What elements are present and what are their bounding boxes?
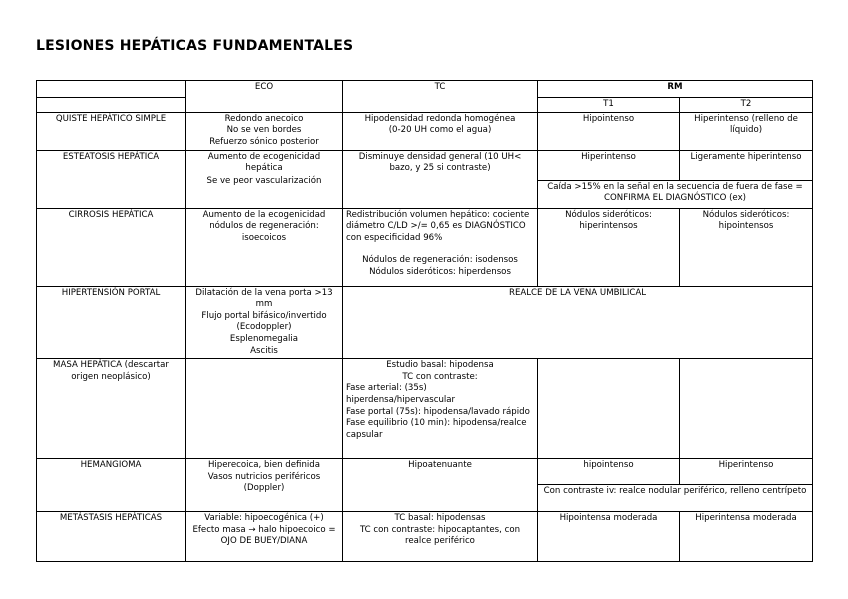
cell-t2: Hiperintenso (relleno de líquido) (680, 112, 813, 150)
tc-line: Hipodensidad redonda homogénea (364, 113, 516, 124)
header-eco: ECO (186, 81, 343, 113)
header-t2: T2 (680, 98, 813, 113)
row-hipertension (37, 286, 813, 359)
row-label: CIRROSIS HEPÁTICA (37, 208, 186, 286)
header-empty-cell (37, 81, 186, 98)
eco-line: Se ve peor vascularización (206, 175, 322, 186)
row-esteatosis (37, 150, 813, 180)
tc-phase: Fase equilibrio (10 min): hipodensa/realce capsular (346, 418, 527, 440)
row-label: QUISTE HEPÁTICO SIMPLE (37, 112, 186, 150)
row-cirrosis (37, 208, 813, 286)
tc-line: Redistribución volumen hepático: cociente diámetro C/LD >/= 0,65 es DIAGNÓSTICO con especificidad 96% (346, 209, 530, 243)
eco-line: Redondo anecoico (224, 113, 304, 124)
row-masa (37, 359, 813, 459)
page-title: LESIONES HEPÁTICAS FUNDAMENTALES (36, 38, 354, 54)
cell-t1: Nódulos sideróticos: hiperintensos (538, 208, 680, 286)
eco-line: Variable: hipoecogénica (+) (204, 513, 324, 524)
tc-phase: Fase portal (75s): hipodensa/lavado rápido (346, 406, 530, 417)
header-row (37, 81, 813, 98)
cell-t1: Hipointenso (538, 112, 680, 150)
eco-line: Aumento de ecogenicidad hepática (207, 151, 321, 174)
cell-eco (186, 150, 343, 208)
cell-eco (186, 112, 343, 150)
row-metastasis (37, 512, 813, 562)
tc-line: Nódulos de regeneración: isodensos (362, 255, 518, 266)
lesions-table (36, 80, 813, 562)
cell-t1: Hipointensa moderada (538, 512, 680, 562)
tc-phase: Fase arterial: (35s) hiperdensa/hipervascular (346, 383, 456, 405)
tc-line: Nódulos sideróticos: hiperdensos (369, 266, 511, 277)
header-t1: T1 (538, 98, 680, 113)
cell-t2-empty (680, 359, 813, 459)
eco-line: Hiperecoica, bien definida (207, 460, 321, 471)
cell-rm-note: Con contraste iv: realce nodular periférico, relleno centrípeto (538, 485, 813, 512)
cell-eco (186, 459, 343, 512)
cell-tc (343, 359, 538, 459)
cell-tc: Hipoatenuante (343, 459, 538, 512)
tc-line: TC con contraste: (402, 371, 478, 382)
tc-line: (0-20 UH como el agua) (388, 125, 492, 136)
cell-tc (343, 512, 538, 562)
cell-eco: Aumento de la ecogenicidad nódulos de regeneración: isoecoicos (186, 208, 343, 286)
cell-merged-finding: REALCE DE LA VENA UMBILICAL (343, 286, 813, 359)
row-label: HEMANGIOMA (37, 459, 186, 512)
cell-t2: Hiperintensa moderada (680, 512, 813, 562)
row-label: MASA HEPÁTICA (descartar origen neoplásico) (37, 359, 186, 459)
eco-line: Ascitis (250, 345, 278, 356)
cell-tc (343, 112, 538, 150)
cell-t1: Hiperintenso (538, 150, 680, 180)
eco-line: Efecto masa → halo hipoecoico = OJO DE BUEY/DIANA (192, 524, 336, 547)
cell-t1-empty (538, 359, 680, 459)
cell-eco-empty (186, 359, 343, 459)
row-hemangioma (37, 459, 813, 485)
cell-tc (343, 208, 538, 286)
eco-line: Refuerzo sónico posterior (209, 136, 319, 147)
row-label: HIPERTENSIÓN PORTAL (37, 286, 186, 359)
row-label: ESTEATOSIS HEPÁTICA (37, 150, 186, 208)
cell-t2: Ligeramente hiperintenso (680, 150, 813, 180)
tc-line: TC basal: hipodensas (394, 513, 486, 524)
cell-t2: Nódulos sideróticos: hipointensos (680, 208, 813, 286)
tc-line: TC con contraste: hipocaptantes, con realce periférico (359, 524, 521, 547)
eco-line: Flujo portal bifásico/invertido (Ecodoppler) (201, 310, 327, 333)
tc-line: Estudio basal: hipodensa (386, 360, 494, 371)
row-label: METÁSTASIS HEPÁTICAS (37, 512, 186, 562)
cell-t2: Hiperintenso (680, 459, 813, 485)
eco-line: No se ven bordes (226, 125, 302, 136)
cell-eco (186, 286, 343, 359)
header-rm: RM (538, 81, 813, 98)
cell-rm-note: Caída >15% en la señal en la secuencia de fuera de fase = CONFIRMA EL DIAGNÓSTICO (ex) (538, 180, 813, 208)
cell-eco (186, 512, 343, 562)
eco-line: Dilatación de la vena porta >13 mm (195, 287, 333, 310)
row-quiste (37, 112, 813, 150)
header-tc: TC (343, 81, 538, 113)
header-empty-cell (37, 98, 186, 113)
eco-line: Esplenomegalia (229, 333, 299, 344)
cell-tc: Disminuye densidad general (10 UH< bazo, y 25 si contraste) (343, 150, 538, 208)
eco-line: Vasos nutricios periféricos (Doppler) (207, 471, 321, 494)
cell-t1: hipointenso (538, 459, 680, 485)
